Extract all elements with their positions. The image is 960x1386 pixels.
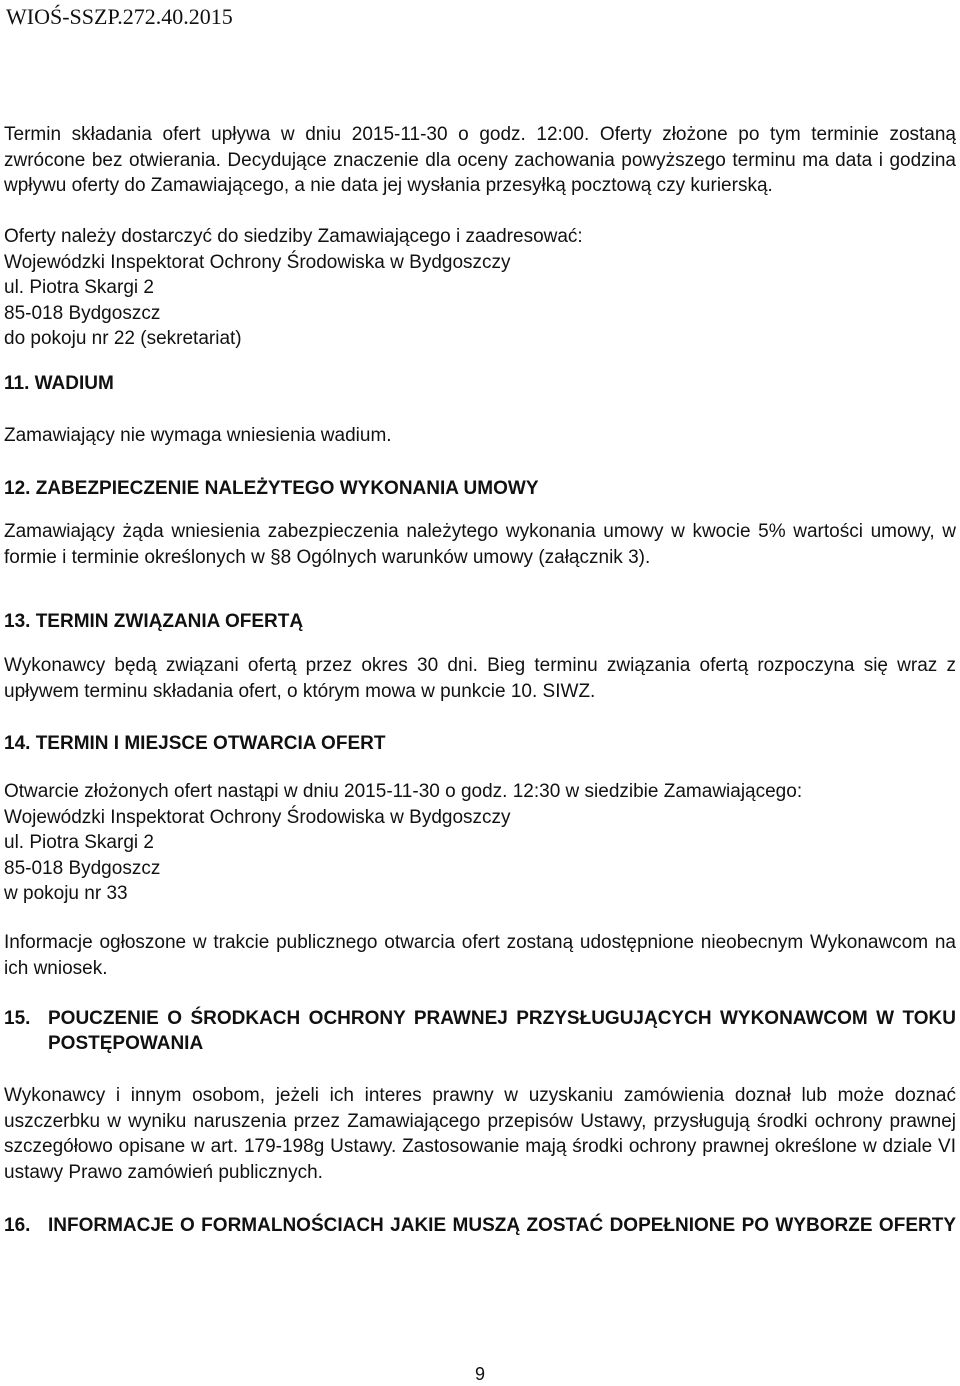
submission-deadline-paragraph: Termin składania ofert upływa w dniu 2015-11-30 o godz. 12:00. Oferty złożone po tym terminie zostaną zwrócone bez otwierania. Decydujące znaczenie dla oceny zachowania powyższego terminu ma data i godzina wpływu oferty do Zamawiającego, a nie data jej wysłania przesyłką pocztową czy kurierską. [4,124,956,196]
section-16-number: 16. [4,1215,31,1236]
section-14-heading: 14. TERMIN I MIEJSCE OTWARCIA OFERT [4,733,386,754]
section-16-heading: INFORMACJE O FORMALNOŚCIACH JAKIE MUSZĄ ZOSTAĆ DOPEŁNIONE PO WYBORZE OFERTY [48,1215,956,1236]
opening-details-block [4,779,956,907]
address-room: do pokoju nr 22 (sekretariat) [4,328,242,349]
document-reference: WIOŚ-SSZP.272.40.2015 [6,4,233,29]
section-15-number: 15. [4,1008,31,1029]
section-12-heading: 12. ZABEZPIECZENIE NALEŻYTEGO WYKONANIA UMOWY [4,478,539,499]
section-13-heading: 13. TERMIN ZWIĄZANIA OFERTĄ [4,611,304,632]
address-institution: Wojewódzki Inspektorat Ochrony Środowiska w Bydgoszczy [4,251,511,273]
section-15-heading: POUCZENIE O ŚRODKACH OCHRONY PRAWNEJ PRZYSŁUGUJĄCYCH WYKONAWCOM W TOKU POSTĘPOWANIA [48,1008,956,1054]
section-12-text: Zamawiający żąda wniesienia zabezpieczenia należytego wykonania umowy w kwocie 5% wartości umowy, w formie i terminie określonych w §8 Ogólnych warunków umowy (załącznik 3). [4,521,956,568]
opening-city: 85-018 Bydgoszcz [4,857,161,879]
section-13-text: Wykonawcy będą związani ofertą przez okres 30 dni. Bieg terminu związania ofertą rozpoczyna się wraz z upływem terminu składania ofert, o którym mowa w punkcie 10. SIWZ. [4,655,956,702]
address-street: ul. Piotra Skargi 2 [4,277,154,298]
opening-room: w pokoju nr 33 [4,883,128,904]
section-14-information-text: Informacje ogłoszone w trakcie publicznego otwarcia ofert zostaną udostępnione nieobecnym Wykonawcom na ich wniosek. [4,932,956,979]
address-city: 85-018 Bydgoszcz [4,302,161,324]
section-15-text: Wykonawcy i innym osobom, jeżeli ich interes prawny w uzyskaniu zamówienia doznał lub może doznać uszczerbku w wyniku naruszenia przez Zamawiającego przepisów Ustawy, przysługują środki ochrony prawnej szczegółowo opisane w art. 179-198g Ustawy. Zastosowanie mają środki ochrony prawnej określone w dziale VI ustawy Prawo zamówień publicznych. [4,1085,956,1183]
delivery-address-block [4,224,956,352]
opening-street: ul. Piotra Skargi 2 [4,832,154,853]
opening-date-line: Otwarcie złożonych ofert nastąpi w dniu 2015-11-30 o godz. 12:30 w siedzibie Zamawiającego: [4,781,803,802]
opening-institution: Wojewódzki Inspektorat Ochrony Środowiska w Bydgoszczy [4,806,511,828]
address-intro: Oferty należy dostarczyć do siedziby Zamawiającego i zaadresować: [4,226,583,247]
page-number: 9 [474,1364,485,1384]
section-11-heading: 11. WADIUM [4,373,114,394]
section-11-text: Zamawiający nie wymaga wniesienia wadium. [4,425,392,446]
